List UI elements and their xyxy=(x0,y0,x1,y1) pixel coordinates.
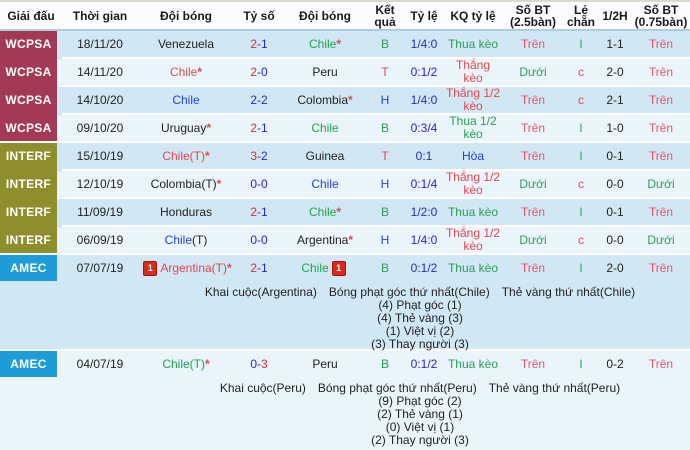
score-home: 0 xyxy=(250,177,257,191)
league-badge: WCPSA xyxy=(0,87,57,115)
team-name: Chile xyxy=(308,37,337,51)
match-row xyxy=(0,227,690,255)
result-letter: B xyxy=(366,351,404,379)
score-away: 1 xyxy=(261,261,268,275)
odd-even: l xyxy=(564,143,598,171)
match-score xyxy=(234,171,284,199)
column-header: Giải đấu xyxy=(7,8,55,23)
over-under-0-75: Trên xyxy=(632,255,690,283)
league-badge: WCPSA xyxy=(0,31,57,59)
handicap-result: Thua kèo xyxy=(444,199,502,227)
league-badge: WCPSA xyxy=(0,115,57,143)
handicap-result: Thua kèo xyxy=(444,351,502,379)
winner-star: * xyxy=(348,93,353,107)
handicap-result: Thua kèo xyxy=(444,31,502,59)
match-row-mainline[interactable] xyxy=(0,171,690,199)
result-letter: H xyxy=(366,227,404,255)
odd-even: l xyxy=(564,351,598,379)
half-time-score: 1-1 xyxy=(598,31,632,59)
handicap-ratio: 0:3/4 xyxy=(404,115,444,143)
match-date: 14/10/20 xyxy=(62,87,138,115)
column-header: Đội bóng xyxy=(299,8,351,23)
team-name: Peru xyxy=(312,357,338,371)
over-under-0-75: Trên xyxy=(632,199,690,227)
odd-even: c xyxy=(564,171,598,199)
score-away: 1 xyxy=(261,37,268,51)
match-score xyxy=(234,351,284,379)
score-home: 2 xyxy=(250,261,257,275)
match-detail-block xyxy=(0,283,690,351)
over-under-2-5: Dưới xyxy=(502,59,564,87)
handicap-result: Thắng kèo xyxy=(444,59,502,87)
away-team xyxy=(284,143,366,171)
detail-stat-line: (2) Thẻ vàng (1) xyxy=(377,407,463,421)
score-home: 3 xyxy=(250,149,257,163)
team-name: Chile xyxy=(301,261,329,275)
half-time-score: 0-2 xyxy=(598,351,632,379)
team-name: Chile xyxy=(308,205,337,219)
team-name: Argentina xyxy=(296,233,349,247)
column-header: Kết quả xyxy=(374,2,396,29)
score-away: 0 xyxy=(261,233,268,247)
result-letter: T xyxy=(366,59,404,87)
detail-event-segment: Khai cuộc(Peru) xyxy=(219,381,306,395)
table-header-row xyxy=(0,2,690,31)
team-name: Chile xyxy=(311,177,339,191)
result-letter: B xyxy=(366,199,404,227)
away-team xyxy=(284,351,366,379)
match-date: 07/07/19 xyxy=(62,255,138,283)
winner-star: * xyxy=(216,177,222,191)
match-row xyxy=(0,199,690,227)
column-header: Số BT (0.75bàn) xyxy=(634,2,688,29)
winner-star: * xyxy=(336,205,342,219)
league-badge: WCPSA xyxy=(0,59,57,87)
column-header: 1/2H xyxy=(602,8,628,23)
column-header: Thời gian xyxy=(72,8,128,23)
team-name: Chile xyxy=(169,65,198,79)
handicap-result: Hòa xyxy=(444,143,502,171)
table-body xyxy=(0,31,690,450)
league-badge: AMEC xyxy=(0,351,57,379)
match-row-mainline[interactable] xyxy=(0,199,690,227)
home-team xyxy=(138,171,234,199)
score-home: 2 xyxy=(250,37,257,51)
column-header: KQ tỷ lệ xyxy=(450,8,496,23)
half-time-score: 0-0 xyxy=(598,227,632,255)
team-name: Chile xyxy=(311,121,339,135)
half-time-score: 2-0 xyxy=(598,255,632,283)
match-date: 09/10/20 xyxy=(62,115,138,143)
column-header: Tỷ số xyxy=(243,8,275,23)
odd-even: c xyxy=(564,87,598,115)
match-row xyxy=(0,143,690,171)
match-row-mainline[interactable] xyxy=(0,351,690,379)
half-time-score: 1-0 xyxy=(598,115,632,143)
score-dash: - xyxy=(257,177,261,191)
team-name: Chile xyxy=(172,93,200,107)
half-time-score: 0-0 xyxy=(598,171,632,199)
away-team xyxy=(284,227,366,255)
match-date: 12/10/19 xyxy=(62,171,138,199)
score-away: 1 xyxy=(261,205,268,219)
detail-stat-line: (4) Thẻ vàng (3) xyxy=(377,311,463,325)
score-away: 1 xyxy=(261,121,268,135)
match-row-mainline[interactable] xyxy=(0,115,690,143)
home-team xyxy=(138,31,234,59)
match-score xyxy=(234,199,284,227)
over-under-2-5: Trên xyxy=(502,31,564,59)
away-team xyxy=(284,59,366,87)
over-under-0-75: Dưới xyxy=(632,227,690,255)
match-date: 04/07/19 xyxy=(62,351,138,379)
over-under-0-75: Trên xyxy=(632,87,690,115)
score-home: 2 xyxy=(250,93,257,107)
match-row-mainline[interactable] xyxy=(0,227,690,255)
detail-stat-line: (3) Thay người (3) xyxy=(371,337,469,351)
team-name: Uruguay xyxy=(160,121,207,135)
match-row-mainline[interactable] xyxy=(0,59,690,87)
column-header: Đội bóng xyxy=(160,8,212,23)
result-letter: B xyxy=(366,31,404,59)
red-card-icon: 1 xyxy=(143,261,157,276)
match-detail-block xyxy=(0,379,690,450)
match-row xyxy=(0,351,690,450)
team-name: Chile xyxy=(164,233,193,247)
team-name: Honduras xyxy=(159,205,213,219)
match-score xyxy=(234,59,284,87)
column-header: Số BT (2.5bàn) xyxy=(509,2,556,29)
winner-star: * xyxy=(227,261,232,275)
half-time-score: 0-1 xyxy=(598,199,632,227)
winner-star: * xyxy=(205,149,210,163)
winner-star: * xyxy=(206,121,212,135)
handicap-ratio: 0:1/2 xyxy=(404,59,444,87)
score-dash: - xyxy=(257,65,261,79)
handicap-result: Thua kèo xyxy=(444,255,502,283)
handicap-ratio: 1/4:0 xyxy=(404,87,444,115)
match-row-mainline[interactable] xyxy=(0,87,690,115)
over-under-2-5: Dưới xyxy=(502,171,564,199)
team-name: Chile(T) xyxy=(162,357,205,371)
detail-stat-line: (0) Việt vị (1) xyxy=(385,420,455,434)
match-row xyxy=(0,31,690,59)
away-team xyxy=(284,115,366,143)
score-dash: - xyxy=(257,149,261,163)
over-under-0-75: Trên xyxy=(632,59,690,87)
over-under-2-5: Trên xyxy=(502,115,564,143)
column-header: Tỷ lệ xyxy=(410,8,438,23)
over-under-2-5: Dưới xyxy=(502,227,564,255)
detail-stat-line: (4) Phạt góc (1) xyxy=(378,298,462,312)
home-team xyxy=(138,87,234,115)
handicap-ratio: 1/4:0 xyxy=(404,31,444,59)
league-badge: INTERF xyxy=(0,227,57,255)
away-team xyxy=(284,199,366,227)
score-away: 2 xyxy=(261,93,268,107)
home-team xyxy=(138,255,234,283)
team-name: Colombia xyxy=(297,93,349,107)
score-home: 2 xyxy=(250,121,257,135)
score-dash: - xyxy=(257,93,261,107)
handicap-ratio: 0:1 xyxy=(404,143,444,171)
team-name: Guinea xyxy=(305,149,345,163)
handicap-result: Thắng 1/2 kèo xyxy=(445,86,501,113)
detail-event-segment: Thẻ vàng thứ nhất(Chile) xyxy=(501,285,636,299)
over-under-0-75: Trên xyxy=(632,31,690,59)
match-row xyxy=(0,255,690,351)
match-row-mainline[interactable] xyxy=(0,255,690,283)
home-team xyxy=(138,59,234,87)
match-date: 15/10/19 xyxy=(62,143,138,171)
score-home: 2 xyxy=(250,205,257,219)
match-score xyxy=(234,143,284,171)
result-letter: B xyxy=(366,115,404,143)
score-home: 0 xyxy=(250,357,257,371)
match-row-mainline[interactable] xyxy=(0,31,690,59)
score-dash: - xyxy=(257,205,261,219)
handicap-result: Thắng 1/2 kèo xyxy=(445,226,501,253)
over-under-2-5: Trên xyxy=(502,199,564,227)
winner-star: * xyxy=(348,233,354,247)
odd-even: l xyxy=(564,199,598,227)
detail-stat-line: (2) Thay người (3) xyxy=(371,433,469,447)
team-name: Argentina(T) xyxy=(160,261,228,275)
score-dash: - xyxy=(257,261,261,275)
match-date: 14/11/20 xyxy=(62,59,138,87)
score-away: 0 xyxy=(261,65,268,79)
over-under-2-5: Trên xyxy=(502,351,564,379)
over-under-2-5: Trên xyxy=(502,87,564,115)
handicap-ratio: 0:1/4 xyxy=(404,171,444,199)
away-team xyxy=(284,255,366,283)
handicap-ratio: 1/2:0 xyxy=(404,199,444,227)
detail-event-segment: Bóng phạt góc thứ nhất(Chile) xyxy=(328,285,490,299)
score-away: 0 xyxy=(261,177,268,191)
match-row xyxy=(0,171,690,199)
home-team xyxy=(138,227,234,255)
home-team xyxy=(138,143,234,171)
score-dash: - xyxy=(257,357,261,371)
handicap-ratio: 1/4:0 xyxy=(404,227,444,255)
team-name: Peru xyxy=(312,65,338,79)
match-row xyxy=(0,115,690,143)
away-team xyxy=(284,87,366,115)
over-under-2-5: Trên xyxy=(502,255,564,283)
result-letter: H xyxy=(366,87,404,115)
team-name: Venezuela xyxy=(157,37,215,51)
over-under-0-75: Trên xyxy=(632,351,690,379)
home-team xyxy=(138,115,234,143)
match-date: 18/11/20 xyxy=(62,31,138,59)
column-header: Lẻ chẵn xyxy=(566,2,595,29)
half-time-score: 0-1 xyxy=(598,143,632,171)
score-home: 2 xyxy=(250,65,257,79)
team-name: Chile(T) xyxy=(162,149,205,163)
score-away: 3 xyxy=(261,357,268,371)
home-team xyxy=(138,199,234,227)
score-dash: - xyxy=(257,37,261,51)
score-away: 2 xyxy=(261,149,268,163)
match-score xyxy=(234,227,284,255)
match-date: 11/09/19 xyxy=(62,199,138,227)
winner-star: * xyxy=(197,65,203,79)
handicap-ratio: 0:1/2 xyxy=(404,255,444,283)
score-home: 0 xyxy=(250,233,257,247)
match-score xyxy=(234,255,284,283)
league-badge: AMEC xyxy=(0,255,57,283)
odd-even: l xyxy=(564,31,598,59)
over-under-0-75: Trên xyxy=(632,143,690,171)
winner-star: * xyxy=(336,37,342,51)
result-letter: B xyxy=(366,255,404,283)
league-badge: INTERF xyxy=(0,199,57,227)
match-row xyxy=(0,59,690,87)
odd-even: l xyxy=(564,115,598,143)
match-score xyxy=(234,115,284,143)
handicap-ratio: 0:1/2 xyxy=(404,351,444,379)
detail-event-segment: Thẻ vàng thứ nhất(Peru) xyxy=(488,381,621,395)
detail-stat-line: (1) Việt vị (2) xyxy=(385,324,455,338)
result-letter: T xyxy=(366,143,404,171)
handicap-result: Thua 1/2 kèo xyxy=(444,115,502,143)
half-time-score: 2-0 xyxy=(598,59,632,87)
winner-star: * xyxy=(205,357,210,371)
half-time-score: 2-1 xyxy=(598,87,632,115)
score-dash: - xyxy=(257,121,261,135)
match-row-mainline[interactable] xyxy=(0,143,690,171)
over-under-2-5: Trên xyxy=(502,143,564,171)
home-team xyxy=(138,351,234,379)
result-letter: H xyxy=(366,171,404,199)
over-under-0-75: Dưới xyxy=(632,171,690,199)
match-date: 06/09/19 xyxy=(62,227,138,255)
away-team xyxy=(284,31,366,59)
match-score xyxy=(234,87,284,115)
detail-stat-line: (9) Phạt góc (2) xyxy=(378,394,462,408)
away-team xyxy=(284,171,366,199)
league-badge: INTERF xyxy=(0,143,57,171)
red-card-icon: 1 xyxy=(332,261,346,276)
match-row xyxy=(0,87,690,115)
odd-even: c xyxy=(564,59,598,87)
score-dash: - xyxy=(257,233,261,247)
odd-even: l xyxy=(564,255,598,283)
detail-event-segment: Khai cuộc(Argentina) xyxy=(204,285,317,299)
league-badge: INTERF xyxy=(0,171,57,199)
handicap-result: Thắng 1/2 kèo xyxy=(445,170,501,197)
match-score xyxy=(234,31,284,59)
team-name: Colombia(T) xyxy=(150,177,217,191)
odd-even: c xyxy=(564,227,598,255)
over-under-0-75: Trên xyxy=(632,115,690,143)
detail-event-segment: Bóng phạt góc thứ nhất(Peru) xyxy=(317,381,477,395)
team-suffix: (T) xyxy=(192,233,208,247)
